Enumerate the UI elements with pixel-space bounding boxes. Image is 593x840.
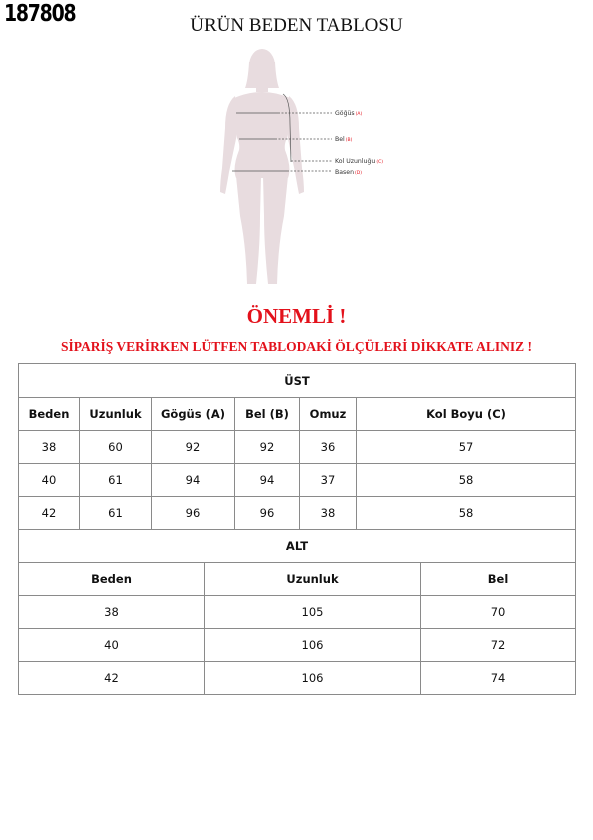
table-row — [19, 596, 576, 629]
column-header: Uzunluk — [80, 398, 152, 431]
column-header: Beden — [19, 398, 80, 431]
table-header-row — [19, 563, 576, 596]
body-measurement-figure — [212, 46, 384, 291]
table-cell: 106 — [205, 662, 421, 695]
column-header: Uzunluk — [205, 563, 421, 596]
page-title: ÜRÜN BEDEN TABLOSU — [190, 15, 403, 36]
label-basen: Basen(D) — [335, 169, 362, 176]
table-cell: 37 — [300, 464, 357, 497]
table-cell: 57 — [357, 431, 576, 464]
table-cell: 38 — [300, 497, 357, 530]
table-cell: 96 — [152, 497, 235, 530]
top-table-title: ÜST — [19, 364, 576, 398]
table-cell: 61 — [80, 497, 152, 530]
table-cell: 58 — [357, 464, 576, 497]
table-title-row — [19, 530, 576, 563]
table-row — [19, 464, 576, 497]
table-row — [19, 431, 576, 464]
table-row — [19, 662, 576, 695]
column-header: Gögüs (A) — [152, 398, 235, 431]
table-cell: 40 — [19, 629, 205, 662]
table-cell: 70 — [421, 596, 576, 629]
table-title-row — [19, 364, 576, 398]
body-silhouette — [220, 49, 304, 284]
important-heading: ÖNEMLİ ! — [246, 304, 347, 328]
table-cell: 92 — [152, 431, 235, 464]
column-header: Bel (B) — [235, 398, 300, 431]
table-cell: 74 — [421, 662, 576, 695]
bottom-table-title: ALT — [19, 530, 576, 563]
table-cell: 105 — [205, 596, 421, 629]
label-bel: Bel(B) — [335, 136, 353, 143]
order-warning: SİPARİŞ VERİRKEN LÜTFEN TABLODAKİ ÖLÇÜLERİ DİKKATE ALINIZ ! — [61, 339, 532, 354]
label-kol-uzunlugu: Kol Uzunluğu(C) — [335, 158, 383, 165]
table-cell: 58 — [357, 497, 576, 530]
table-row — [19, 629, 576, 662]
table-cell: 60 — [80, 431, 152, 464]
table-row — [19, 497, 576, 530]
table-cell: 36 — [300, 431, 357, 464]
bottom-size-table — [18, 529, 576, 695]
table-cell: 94 — [152, 464, 235, 497]
column-header: Beden — [19, 563, 205, 596]
column-header: Omuz — [300, 398, 357, 431]
table-cell: 38 — [19, 431, 80, 464]
table-cell: 96 — [235, 497, 300, 530]
label-gogus: Göğüs(A) — [335, 110, 363, 117]
product-code: 187808 — [4, 1, 76, 27]
table-cell: 40 — [19, 464, 80, 497]
table-cell: 38 — [19, 596, 205, 629]
column-header: Bel — [421, 563, 576, 596]
table-cell: 42 — [19, 662, 205, 695]
table-cell: 92 — [235, 431, 300, 464]
column-header: Kol Boyu (C) — [357, 398, 576, 431]
table-cell: 72 — [421, 629, 576, 662]
table-cell: 42 — [19, 497, 80, 530]
table-header-row — [19, 398, 576, 431]
top-size-table — [18, 363, 576, 530]
table-cell: 61 — [80, 464, 152, 497]
table-cell: 106 — [205, 629, 421, 662]
table-cell: 94 — [235, 464, 300, 497]
